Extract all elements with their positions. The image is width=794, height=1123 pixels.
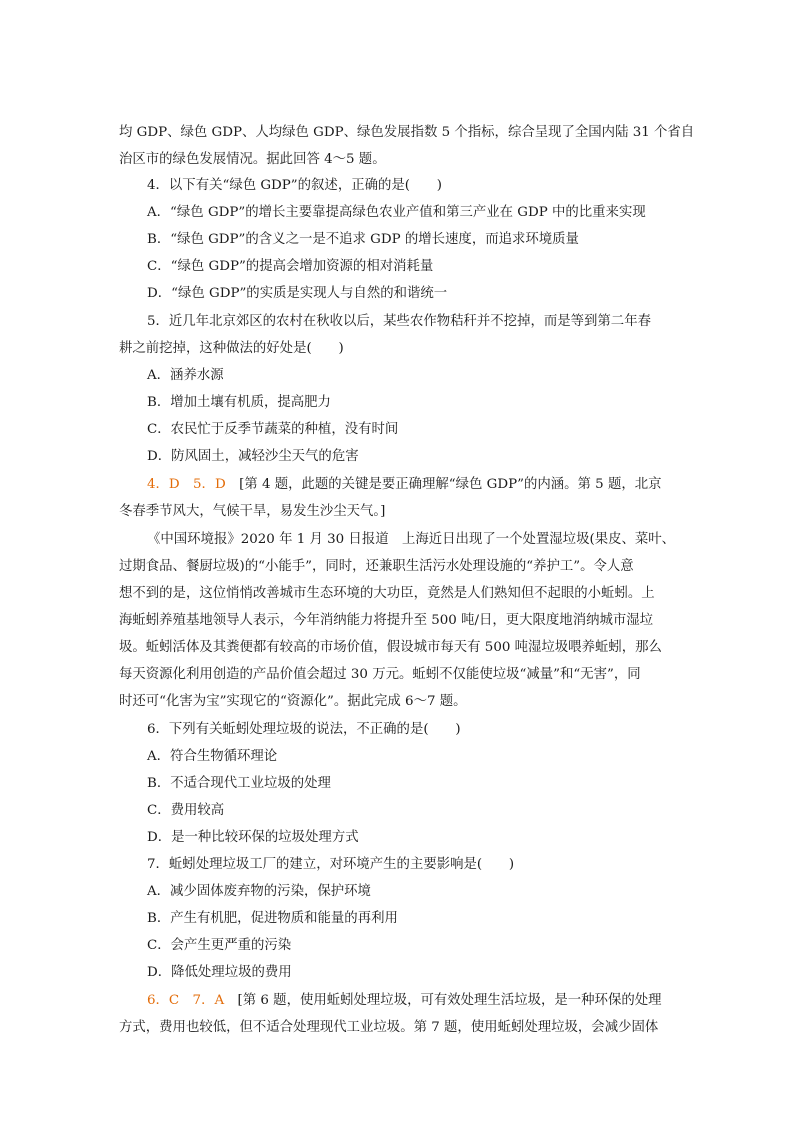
question-7-option-a: A．减少固体废弃物的污染，保护环境 (147, 884, 371, 899)
question-5-stem: 耕之前挖掉，这种做法的好处是( ) (119, 341, 344, 356)
explanation-text: 方式，费用也较低，但不适合处理现代工业垃圾。第 7 题，使用蚯蚓处理垃圾，会减少固体 (119, 1020, 659, 1035)
answer-explanation-6-7 (147, 992, 662, 1010)
question-6-option-c: C．费用较高 (147, 803, 225, 818)
answer-explanation-4-5 (147, 476, 662, 494)
question-6-option-d: D．是一种比较环保的垃圾处理方式 (147, 830, 359, 845)
question-4-stem: 4．以下有关“绿色 GDP”的叙述，正确的是( ) (147, 178, 442, 193)
intro-line: 治区市的绿色发展情况。据此回答 4～5 题。 (119, 152, 386, 167)
question-5-option-d: D．防风固土，减轻沙尘天气的危害 (147, 449, 359, 464)
passage-line: 时还可“化害为宝”实现它的“资源化”。据此完成 6～7 题。 (119, 694, 467, 709)
question-5-stem: 5．近几年北京郊区的农村在秋收以后，某些农作物秸秆并不挖掉，而是等到第二年春 (147, 314, 651, 329)
explanation-text: 冬春季节风大，气候干旱，易发生沙尘天气。] (119, 504, 386, 519)
answer-key: 6．C 7．A (147, 993, 225, 1008)
question-7-option-d: D．降低处理垃圾的费用 (147, 965, 292, 980)
question-7-option-b: B．产生有机肥，促进物质和能量的再利用 (147, 911, 398, 926)
question-4-option-c: C．“绿色 GDP”的提高会增加资源的相对消耗量 (147, 259, 434, 274)
question-6-option-a: A．符合生物循环理论 (147, 749, 278, 764)
question-6-stem: 6．下列有关蚯蚓处理垃圾的说法，不正确的是( ) (147, 722, 461, 737)
question-4-option-b: B．“绿色 GDP”的含义之一是不追求 GDP 的增长速度，而追求环境质量 (147, 232, 579, 247)
explanation-text: [第 6 题，使用蚯蚓处理垃圾，可有效处理生活垃圾，是一种环保的处理 (224, 993, 662, 1008)
answer-key: 4．D 5．D (147, 477, 226, 492)
passage-line: 每天资源化利用创造的产品价值会超过 30 万元。蚯蚓不仅能使垃圾“减量”和“无害”，同 (119, 667, 641, 682)
question-4-option-a: A．“绿色 GDP”的增长主要靠提高绿色农业产值和第三产业在 GDP 中的比重来实现 (147, 205, 646, 220)
passage-line: 《中国环境报》2020 年 1 月 30 日报道 上海近日出现了一个处置湿垃圾(果皮、菜叶、 (147, 532, 676, 547)
question-6-option-b: B．不适合现代工业垃圾的处理 (147, 776, 331, 791)
passage-line: 想不到的是，这位悄悄改善城市生态环境的大功臣，竟然是人们熟知但不起眼的小蚯蚓。上 (119, 586, 655, 601)
question-5-option-c: C．农民忙于反季节蔬菜的种植，没有时间 (147, 422, 399, 437)
question-5-option-b: B．增加土壤有机质，提高肥力 (147, 395, 331, 410)
passage-line: 圾。蚯蚓活体及其粪便都有较高的市场价值，假设城市每天有 500 吨湿垃圾喂养蚯蚓，那么 (119, 640, 662, 655)
question-4-option-d: D．“绿色 GDP”的实质是实现人与自然的和谐统一 (147, 286, 448, 301)
passage-line: 海蚯蚓养殖基地领导人表示，今年消纳能力将提升至 500 吨/日，更大限度地消纳城市湿垃 (119, 613, 654, 628)
question-5-option-a: A．涵养水源 (147, 368, 224, 383)
explanation-text: [第 4 题，此题的关键是要正确理解“绿色 GDP”的内涵。第 5 题，北京 (225, 477, 662, 492)
question-7-stem: 7．蚯蚓处理垃圾工厂的建立，对环境产生的主要影响是( ) (147, 857, 515, 872)
intro-line: 均 GDP、绿色 GDP、人均绿色 GDP、绿色发展指数 5 个指标，综合呈现了全国内陆 31 个省自 (119, 125, 695, 140)
question-7-option-c: C．会产生更严重的污染 (147, 938, 292, 953)
passage-line: 过期食品、餐厨垃圾)的“小能手”，同时，还兼职生活污水处理设施的“养护工”。令人意 (119, 559, 634, 574)
